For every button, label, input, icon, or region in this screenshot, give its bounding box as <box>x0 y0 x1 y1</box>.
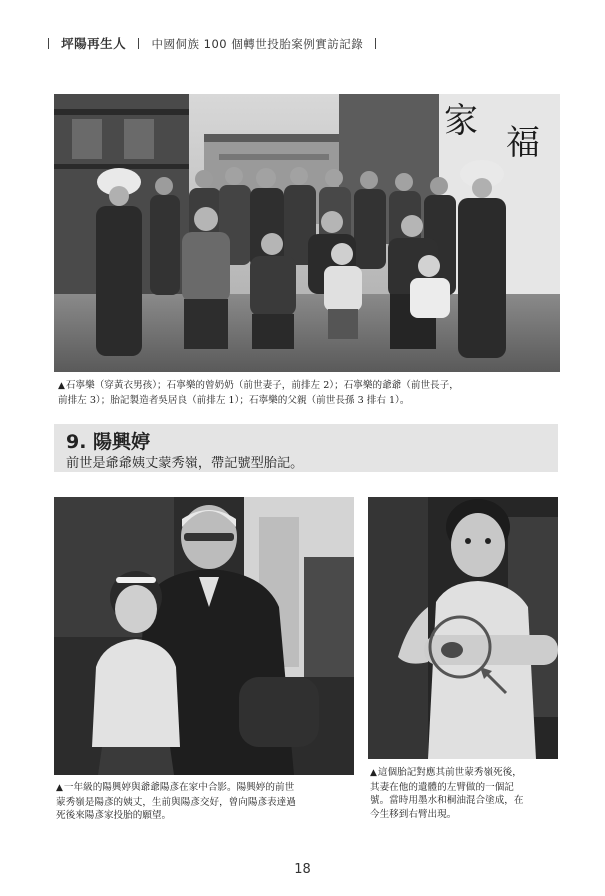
group-photo <box>54 94 560 372</box>
sign-char-fu: 福 <box>506 123 540 163</box>
left-caption-line-1: 一年級的陽興婷與爺爺陽彥在家中合影。陽興婷的前世 <box>63 782 295 793</box>
book-subtitle: 中國侗族 100 個轉世投胎案例實訪記錄 <box>151 37 364 51</box>
group-caption-line-1: 石寧樂（穿黃衣男孩）；石寧樂的曾奶奶（前世妻子，前排左 2）；石寧樂的爺爺（前世長子， <box>65 380 459 391</box>
girl-grandfather-photo <box>54 497 354 775</box>
page-number: 18 <box>294 862 311 877</box>
caption-triangle-icon: ▲ <box>56 783 63 793</box>
girl-grandfather-caption <box>56 781 356 823</box>
right-caption-line-2: 其妻在他的遺體的左臂做的一個記 <box>370 781 514 793</box>
header-divider <box>375 38 376 49</box>
birthmark-caption <box>370 766 566 821</box>
birthmark-photo <box>368 497 558 759</box>
left-caption-line-2: 蒙秀嶺是陽彥的姨丈，生前與陽彥交好，曾向陽彥表達過 <box>56 796 296 808</box>
section-subtitle: 前世是爺爺姨丈蒙秀嶺，帶記號型胎記。 <box>66 456 304 471</box>
group-photo-caption <box>58 379 562 407</box>
header-divider <box>48 38 49 49</box>
right-caption-line-3: 號。當時用墨水和桐油混合塗成，在 <box>370 795 524 806</box>
group-caption-line-2: 前排左 3）；胎記製造者吳居良（前排左 1）；石寧樂的父親（前世長孫 3 排右 1）。 <box>58 394 410 406</box>
right-caption-line-1: 這個胎記對應其前世蒙秀嶺死後， <box>377 767 522 778</box>
right-caption-line-4: 今生移到右臂出現。 <box>370 808 457 820</box>
section-header <box>54 424 558 472</box>
caption-triangle-icon: ▲ <box>58 381 65 391</box>
section-title: 9. 陽興婷 <box>66 431 151 453</box>
book-title: 坪陽再生人 <box>61 36 127 51</box>
left-caption-line-3: 死後來陽彥家投胎的願望。 <box>56 810 172 821</box>
running-header <box>40 34 384 52</box>
caption-triangle-icon: ▲ <box>370 768 377 778</box>
sign-char-jia: 家 <box>444 101 478 141</box>
header-divider <box>138 38 139 49</box>
